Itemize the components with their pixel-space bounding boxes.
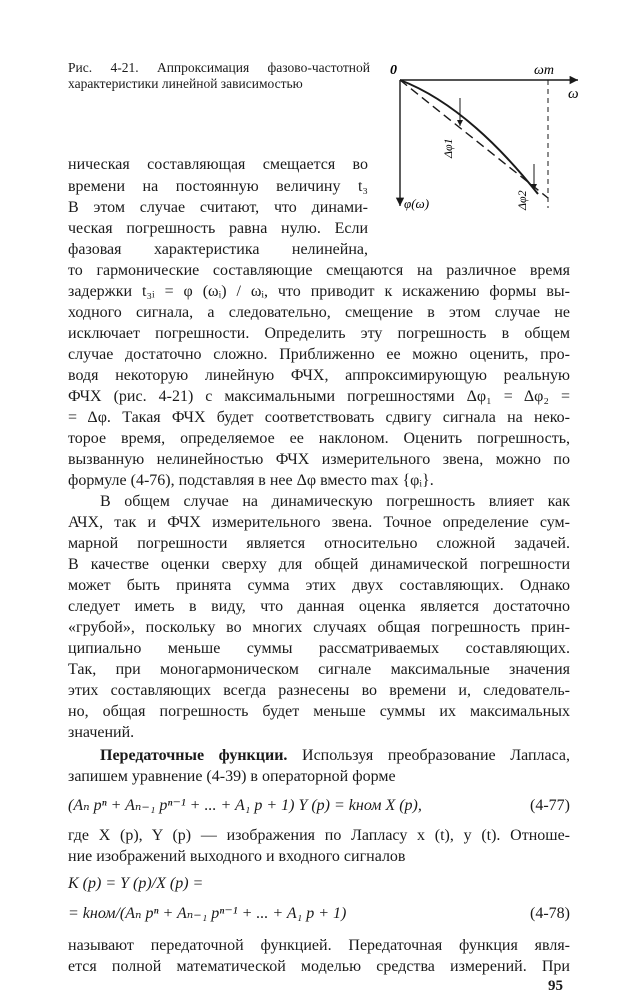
text-line: В этом случае считают, что динами- bbox=[68, 199, 368, 216]
text-line: случае достаточно сложно. Приближенно ее можно оценить, про- bbox=[68, 346, 570, 363]
page-number: 95 bbox=[548, 978, 563, 994]
phi-label: φ(ω) bbox=[404, 196, 430, 211]
text-line: = Δφ. Такая ФЧХ будет соответствовать сдвигу сигнала на неко- bbox=[68, 409, 570, 426]
figure-4-21-phase-characteristic bbox=[388, 58, 588, 218]
text-line: ническая составляющая смещается во bbox=[68, 156, 368, 173]
text-line: называют передаточной функцией. Передаточная функция явля- bbox=[68, 937, 570, 954]
text-line: В общем случае на динамическую погрешность влияет как bbox=[100, 493, 570, 510]
origin-label: 0 bbox=[390, 63, 397, 78]
equation-text: = kном/(Aₙ pⁿ + Aₙ₋₁ pⁿ⁻¹ + ... + A₁ p + 1) bbox=[68, 905, 347, 922]
text-line: то гармонические составляющие смещаются на различное время bbox=[68, 262, 570, 279]
figure-caption: Рис. 4-21. Аппроксимация фазово-частотной характеристики линейной зависимостью bbox=[68, 60, 370, 91]
text-line: ФЧХ (рис. 4-21) с максимальными погрешностями Δφ₁ = Δφ₂ = bbox=[68, 388, 570, 405]
omega-label: ω bbox=[568, 86, 579, 102]
section-heading: Передаточные функции. bbox=[100, 747, 288, 764]
equation-4-78-line2 bbox=[68, 904, 570, 924]
text-line: этих составляющих всегда разнесены во времени и, следователь- bbox=[68, 682, 570, 699]
text-line: вызванную нелинейностью ФЧХ измерительного звена, можно по bbox=[68, 451, 570, 468]
text-line: марной погрешности является относительно сложной задачей. bbox=[68, 535, 570, 552]
text-line: «грубой», поскольку во многих случаях общая погрешность прин- bbox=[68, 619, 570, 636]
equation-number: (4-78) bbox=[530, 905, 570, 922]
text-line: исключает погрешности. Определить эту погрешность в общем bbox=[68, 325, 570, 342]
text-line: ние изображений выходного и входного сигналов bbox=[68, 848, 406, 865]
text-line: формуле (4-76), подставляя в нее Δφ вместо max {φᵢ}. bbox=[68, 472, 434, 489]
equation-text: (Aₙ pⁿ + Aₙ₋₁ pⁿ⁻¹ + ... + A₁ p + 1) Y (p) = kном X (p), bbox=[68, 797, 422, 814]
section-text: Используя преобразование Лапласа, bbox=[302, 747, 570, 764]
text-line: запишем уравнение (4-39) в операторной форме bbox=[68, 768, 396, 785]
text-line: ческая погрешность равна нулю. Если bbox=[68, 220, 368, 237]
text-line: фазовая характеристика нелинейна, bbox=[68, 241, 368, 258]
dphi1-label: Δφ1 bbox=[441, 138, 455, 158]
text-line: следует иметь в виду, что данная оценка является достаточно bbox=[68, 598, 570, 615]
section-line bbox=[68, 746, 570, 766]
text-line: АЧХ, так и ФЧХ измерительного звена. Точное определение сум- bbox=[68, 514, 570, 531]
omega-m-label: ωm bbox=[534, 63, 554, 78]
text-line: водя некоторую линейную ФЧХ, аппроксимирующую реальную bbox=[68, 367, 570, 384]
text-line: торое время, определяемое ее наклоном. Оценить погрешность, bbox=[68, 430, 570, 447]
equation-4-78-line1: K (p) = Y (p)/X (p) = bbox=[68, 875, 204, 892]
text-line: где X (p), Y (p) — изображения по Лапласу x (t), y (t). Отноше- bbox=[68, 827, 570, 844]
text-line: ципиально меньше суммы рассматриваемых составляющих. bbox=[68, 640, 570, 657]
text-line: В качестве оценки сверху для общей динамической погрешности bbox=[68, 556, 570, 573]
text-line: Так, при моногармоническом сигнале максимальные значения bbox=[68, 661, 570, 678]
equation-4-77 bbox=[68, 796, 570, 816]
equation-number: (4-77) bbox=[530, 797, 570, 814]
text-line: времени на постоянную величину t₃ bbox=[68, 178, 368, 195]
text-line: ходного сигнала, а следовательно, смещение в этом случае не bbox=[68, 304, 570, 321]
text-line: задержки t₃ᵢ = φ (ωᵢ) / ωᵢ, что приводит к искажению формы вы- bbox=[68, 283, 570, 300]
text-line: ется полной математической моделью средства измерений. При bbox=[68, 958, 570, 975]
text-line: может быть принята сумма этих двух составляющих. Однако bbox=[68, 577, 570, 594]
dphi2-label: Δφ2 bbox=[515, 190, 529, 210]
text-line: значений. bbox=[68, 724, 135, 741]
real-phase-curve bbox=[400, 80, 538, 194]
text-line: но, общая погрешность будет меньше суммы их максимальных bbox=[68, 703, 570, 720]
